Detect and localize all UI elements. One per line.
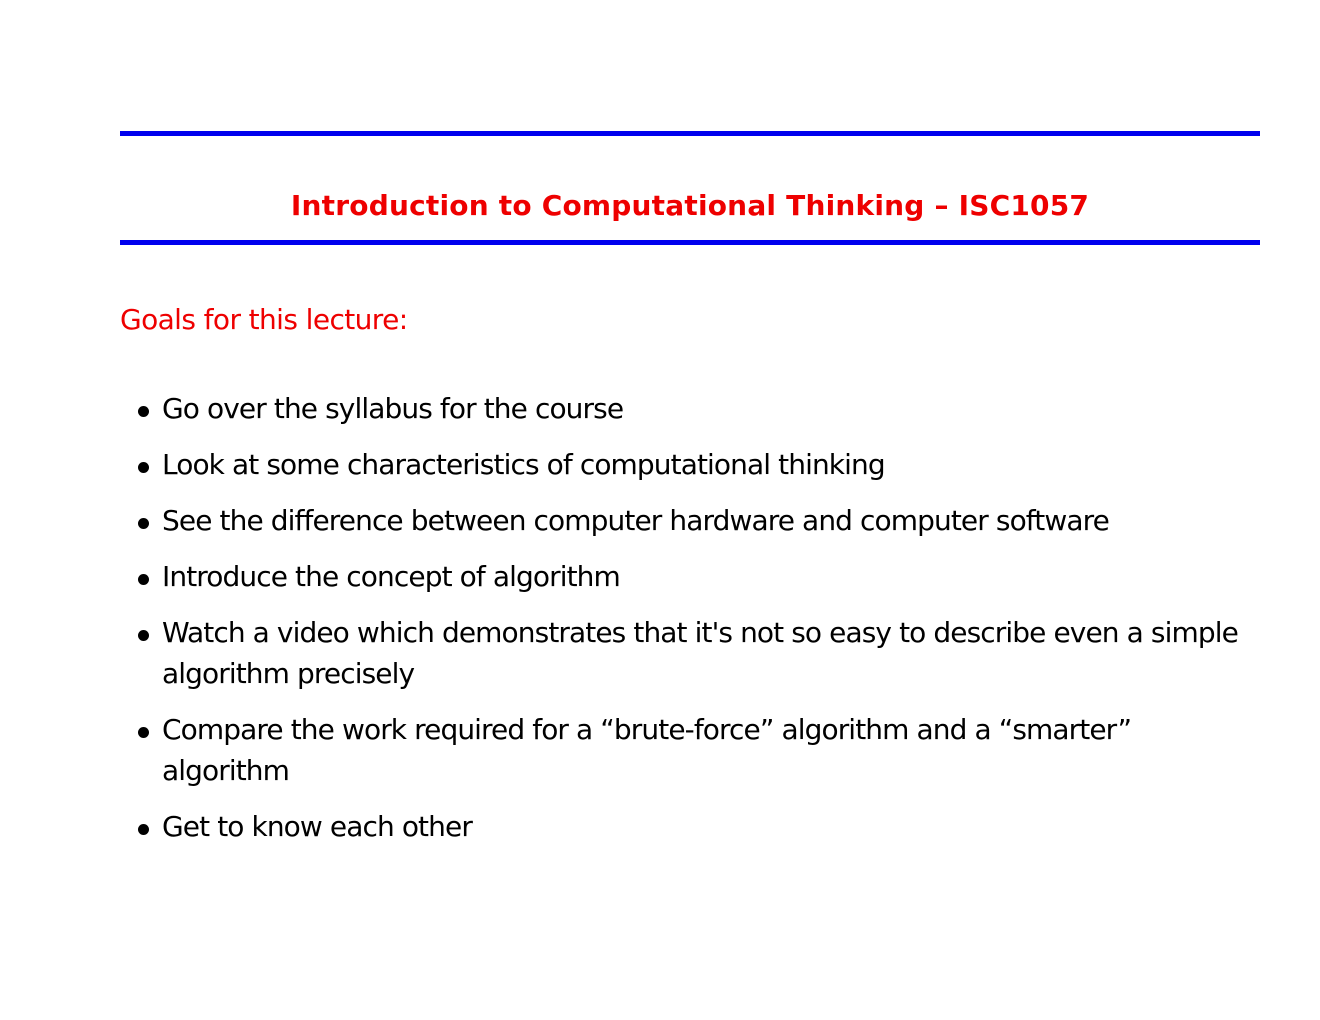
bullet-icon [138, 406, 149, 417]
slide-title: Introduction to Computational Thinking – ISC1057 [290, 189, 1090, 222]
goal-text: Get to know each other [162, 810, 472, 843]
goal-item [134, 388, 1262, 429]
goal-text: Look at some characteristics of computational thinking [162, 448, 885, 481]
bullet-icon [138, 727, 149, 738]
goal-text: Go over the syllabus for the course [162, 392, 624, 425]
bullet-icon [138, 574, 149, 585]
goal-item [134, 444, 1262, 485]
bullet-icon [138, 824, 149, 835]
goal-item [134, 806, 1262, 847]
goal-item [134, 709, 1262, 791]
goal-text: Introduce the concept of algorithm [162, 560, 620, 593]
goal-item [134, 612, 1262, 694]
goals-list [134, 388, 1262, 862]
bullet-icon [138, 518, 149, 529]
bullet-icon [138, 630, 149, 641]
title-rule-top [120, 131, 1260, 136]
goal-item [134, 500, 1262, 541]
goal-text: Compare the work required for a “brute-force” algorithm and a “smarter” algorithm [162, 713, 1132, 787]
goal-text: Watch a video which demonstrates that it's not so easy to describe even a simple algorithm precisely [162, 616, 1238, 690]
goal-text: See the difference between computer hardware and computer software [162, 504, 1109, 537]
goals-heading: Goals for this lecture: [120, 303, 408, 336]
goal-item [134, 556, 1262, 597]
bullet-icon [138, 462, 149, 473]
title-rule-bottom [120, 240, 1260, 245]
